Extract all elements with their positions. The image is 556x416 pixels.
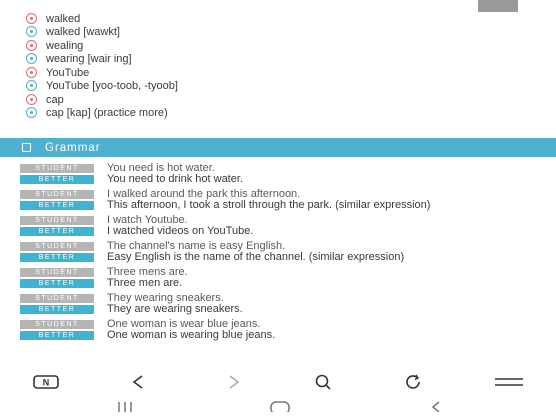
grammar-better-row bbox=[0, 252, 556, 263]
grammar-student-row bbox=[0, 267, 556, 278]
better-badge: BETTER bbox=[20, 175, 94, 184]
search-icon[interactable] bbox=[311, 374, 335, 390]
grammar-pair bbox=[0, 267, 556, 288]
vocab-text: cap bbox=[46, 93, 64, 106]
student-dot-icon bbox=[26, 67, 37, 78]
recent-apps-icon[interactable] bbox=[115, 398, 135, 414]
vocab-text: cap [kap] (practice more) bbox=[46, 106, 168, 119]
vocab-item-better bbox=[0, 52, 556, 65]
n-logo-icon[interactable] bbox=[32, 374, 60, 390]
better-dot-icon bbox=[26, 53, 37, 64]
student-badge: STUDENT bbox=[20, 216, 94, 225]
better-sentence: You need to drink hot water. bbox=[107, 172, 243, 185]
student-sentence: You need is hot water. bbox=[107, 162, 215, 174]
better-sentence: This afternoon, I took a stroll through the park. (similar expression) bbox=[107, 198, 431, 211]
better-badge: BETTER bbox=[20, 279, 94, 288]
student-sentence: I watch Youtube. bbox=[107, 214, 188, 226]
vocab-item-better bbox=[0, 106, 556, 119]
student-badge: STUDENT bbox=[20, 294, 94, 303]
grammar-student-row bbox=[0, 215, 556, 226]
grammar-better-row bbox=[0, 226, 556, 237]
better-badge: BETTER bbox=[20, 305, 94, 314]
better-badge: BETTER bbox=[20, 331, 94, 340]
grammar-pair bbox=[0, 319, 556, 340]
grammar-pair bbox=[0, 241, 556, 262]
grammar-list bbox=[0, 163, 556, 340]
student-badge: STUDENT bbox=[20, 268, 94, 277]
grammar-student-row bbox=[0, 163, 556, 174]
student-dot-icon bbox=[26, 94, 37, 105]
better-badge: BETTER bbox=[20, 201, 94, 210]
home-icon[interactable] bbox=[268, 398, 292, 414]
vocab-text: YouTube bbox=[46, 66, 90, 79]
student-sentence: I walked around the park this afternoon. bbox=[107, 188, 301, 200]
vocabulary-list bbox=[0, 12, 556, 119]
student-sentence: One woman is wear blue jeans. bbox=[107, 318, 261, 330]
grammar-better-row bbox=[0, 278, 556, 289]
grammar-pair bbox=[0, 189, 556, 210]
student-badge: STUDENT bbox=[20, 242, 94, 251]
browser-toolbar bbox=[0, 372, 556, 392]
better-dot-icon bbox=[26, 80, 37, 91]
vocab-item-student bbox=[0, 93, 556, 106]
better-sentence: Easy English is the name of the channel. (similar expression) bbox=[107, 250, 405, 263]
student-sentence: Three mens are. bbox=[107, 266, 188, 278]
better-dot-icon bbox=[26, 107, 37, 118]
better-dot-icon bbox=[26, 26, 37, 37]
vocab-item-better bbox=[0, 25, 556, 38]
checkbox-icon bbox=[22, 143, 31, 152]
better-sentence: Three men are. bbox=[107, 276, 183, 289]
vocab-text: walked bbox=[46, 12, 81, 25]
vocab-text: walked [wawkt] bbox=[46, 25, 120, 38]
grammar-student-row bbox=[0, 293, 556, 304]
student-badge: STUDENT bbox=[20, 320, 94, 329]
back-icon[interactable] bbox=[126, 374, 150, 390]
better-sentence: They are wearing sneakers. bbox=[107, 302, 243, 315]
n-logo-letter: N bbox=[42, 377, 50, 388]
vocab-item-better bbox=[0, 79, 556, 92]
grammar-better-row bbox=[0, 330, 556, 341]
student-dot-icon bbox=[26, 13, 37, 24]
grammar-better-row bbox=[0, 200, 556, 211]
student-badge: STUDENT bbox=[20, 164, 94, 173]
better-badge: BETTER bbox=[20, 253, 94, 262]
student-sentence: The channel's name is easy English. bbox=[107, 240, 286, 252]
vocab-item-student bbox=[0, 12, 556, 25]
forward-icon[interactable] bbox=[222, 374, 246, 390]
student-sentence: They wearing sneakers. bbox=[107, 292, 224, 304]
better-sentence: One woman is wearing blue jeans. bbox=[107, 328, 276, 341]
grammar-student-row bbox=[0, 189, 556, 200]
vocab-item-student bbox=[0, 66, 556, 79]
grammar-better-row bbox=[0, 174, 556, 185]
system-back-icon[interactable] bbox=[426, 398, 446, 414]
system-navigation-bar bbox=[0, 398, 556, 416]
grammar-pair bbox=[0, 293, 556, 314]
grammar-better-row bbox=[0, 304, 556, 315]
refresh-icon[interactable] bbox=[402, 374, 426, 390]
grammar-student-row bbox=[0, 319, 556, 330]
menu-icon[interactable] bbox=[494, 374, 524, 390]
grammar-title: Grammar bbox=[45, 141, 101, 154]
vocab-text: YouTube [yoo-toob, -tyoob] bbox=[46, 79, 178, 92]
status-strip bbox=[478, 0, 518, 12]
student-badge: STUDENT bbox=[20, 190, 94, 199]
student-dot-icon bbox=[26, 40, 37, 51]
grammar-section-header[interactable] bbox=[0, 138, 556, 157]
grammar-student-row bbox=[0, 241, 556, 252]
better-badge: BETTER bbox=[20, 227, 94, 236]
better-sentence: I watched videos on YouTube. bbox=[107, 224, 254, 237]
vocab-text: wealing bbox=[46, 39, 84, 52]
grammar-pair bbox=[0, 215, 556, 236]
vocab-item-student bbox=[0, 39, 556, 52]
vocab-text: wearing [wair ing] bbox=[46, 52, 132, 65]
grammar-pair bbox=[0, 163, 556, 184]
